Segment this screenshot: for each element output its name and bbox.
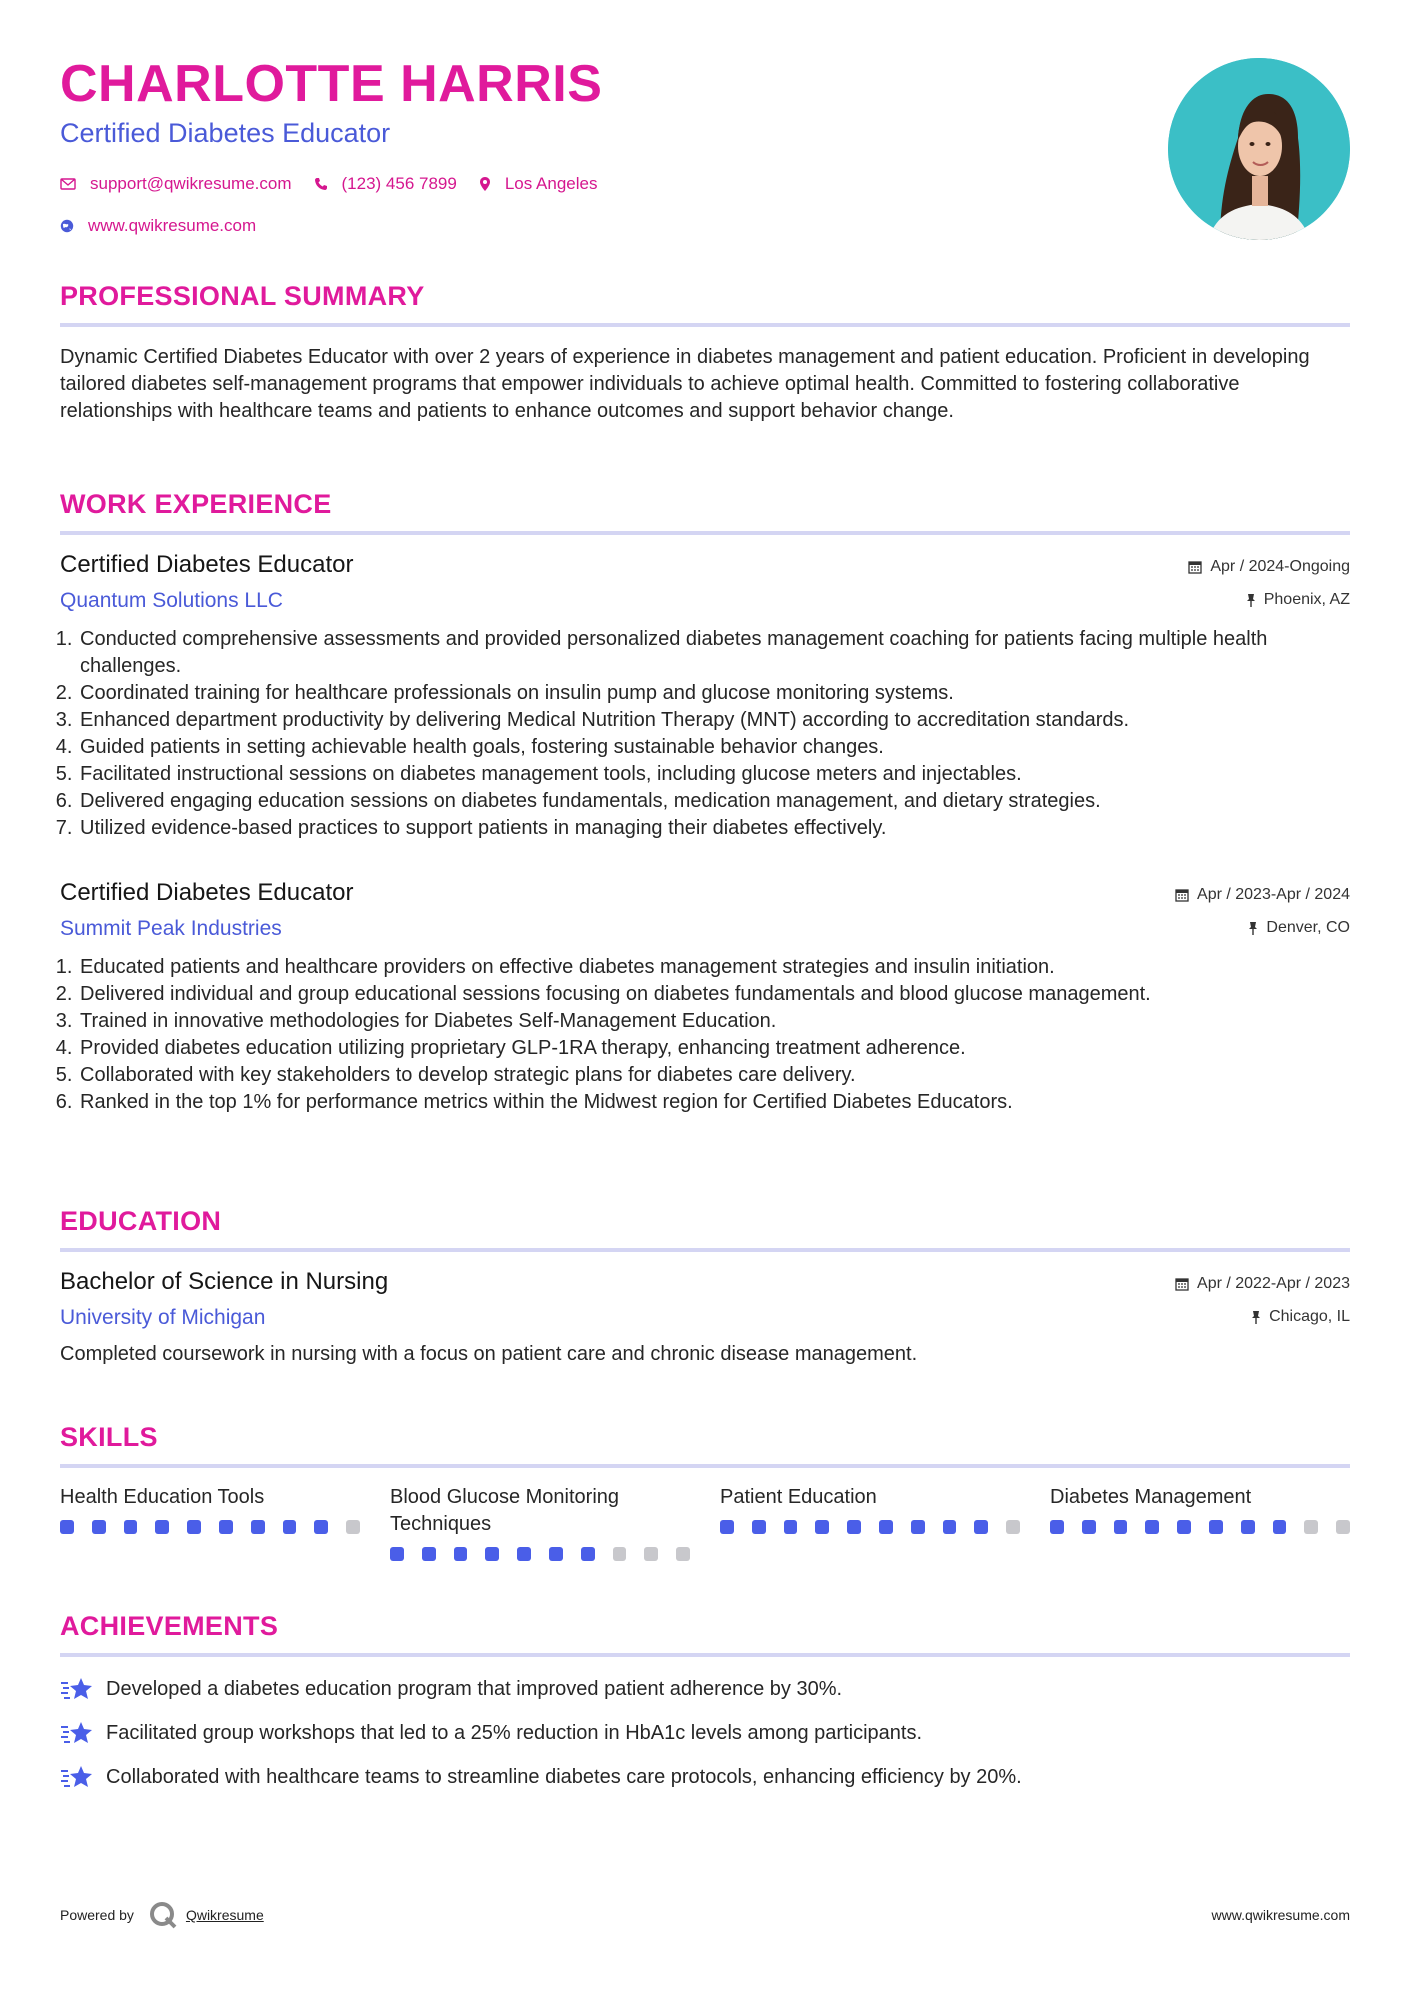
skill-dot-filled	[784, 1520, 798, 1534]
pushpin-icon	[1246, 593, 1256, 607]
achievement-item	[60, 1676, 842, 1702]
candidate-name: CHARLOTTE HARRIS	[60, 55, 603, 113]
job-entry-dates	[1188, 559, 1350, 575]
skill-name: Health Education Tools	[60, 1486, 265, 1508]
job-bullet: 4. Guided patients in setting achievable health goals, fostering sustainable behavior changes.	[78, 734, 1350, 761]
achievements-heading: ACHIEVEMENTS	[60, 1611, 279, 1641]
phone-icon	[314, 177, 328, 191]
school-name: University of Michigan	[60, 1306, 266, 1329]
achievement-text: Developed a diabetes education program that improved patient adherence by 30%.	[106, 1677, 843, 1700]
skill-dot-filled	[124, 1520, 138, 1534]
star-icon	[60, 1676, 94, 1702]
calendar-icon	[1188, 560, 1202, 574]
skill-dot-filled	[581, 1547, 595, 1561]
skill-dot-filled	[879, 1520, 893, 1534]
job-bullets	[60, 954, 1350, 1116]
section-divider	[60, 323, 1350, 327]
job-entry-title: Certified Diabetes Educator	[60, 551, 354, 578]
achievement-item	[60, 1720, 922, 1746]
job-dates-text: Apr / 2023-Apr / 2024	[1197, 886, 1350, 903]
job-bullet: 2. Coordinated training for healthcare professionals on insulin pump and glucose monitoring systems.	[78, 680, 1350, 707]
job-entry-dates	[1175, 887, 1350, 903]
job-dates-text: Apr / 2024-Ongoing	[1210, 558, 1350, 575]
job-bullets	[60, 626, 1350, 842]
star-icon	[60, 1720, 94, 1746]
skill-dot-filled	[847, 1520, 861, 1534]
achievement-text: Collaborated with healthcare teams to streamline diabetes care protocols, enhancing efficiency by 20%.	[106, 1765, 1022, 1788]
achievement-item	[60, 1764, 1022, 1790]
degree-title: Bachelor of Science in Nursing	[60, 1268, 389, 1295]
skill-dot-filled	[485, 1547, 499, 1561]
section-divider	[60, 1653, 1350, 1657]
achievement-text: Facilitated group workshops that led to a 25% reduction in HbA1c levels among participants.	[106, 1721, 923, 1744]
phone-text: (123) 456 7899	[341, 174, 457, 193]
job-bullet: 4. Provided diabetes education utilizing proprietary GLP-1RA therapy, enhancing treatment adherence.	[78, 1035, 1350, 1062]
skill-dot-filled	[1082, 1520, 1096, 1534]
skill-dot-empty	[346, 1520, 360, 1534]
education-heading: EDUCATION	[60, 1206, 222, 1236]
education-description: Completed coursework in nursing with a focus on patient care and chronic disease management.	[60, 1343, 918, 1365]
job-bullet: 6. Ranked in the top 1% for performance metrics within the Midwest region for Certified Diabetes Educators.	[78, 1089, 1350, 1116]
skill-dot-filled	[720, 1520, 734, 1534]
skill-dot-filled	[314, 1520, 328, 1534]
section-divider	[60, 1248, 1350, 1252]
pushpin-icon	[1251, 1310, 1261, 1324]
section-divider	[60, 531, 1350, 535]
skill-dot-filled	[1209, 1520, 1223, 1534]
contact-row	[60, 174, 619, 194]
skill-dot-filled	[454, 1547, 468, 1561]
job-bullet: 7. Utilized evidence-based practices to support patients in managing their diabetes effectively.	[78, 815, 1350, 842]
footer-url[interactable]: www.qwikresume.com	[1211, 1907, 1350, 1923]
education-location-text: Chicago, IL	[1269, 1308, 1350, 1325]
skill-item	[390, 1484, 690, 1561]
skill-dot-filled	[422, 1547, 436, 1561]
job-bullet: 6. Delivered engaging education sessions on diabetes fundamentals, medication management, and dietary strategies.	[78, 788, 1350, 815]
globe-icon	[60, 219, 74, 233]
contact-location	[479, 174, 598, 194]
skill-rating	[1050, 1520, 1350, 1534]
skill-rating	[60, 1520, 360, 1534]
skill-dot-empty	[1304, 1520, 1318, 1534]
skill-dot-filled	[155, 1520, 169, 1534]
skill-dot-filled	[943, 1520, 957, 1534]
job-bullet: 1. Conducted comprehensive assessments and provided personalized diabetes management coaching for patients facing multiple health challenges.	[78, 626, 1350, 680]
skill-dot-empty	[613, 1547, 627, 1561]
job-location-text: Phoenix, AZ	[1263, 591, 1350, 608]
contact-row-website	[60, 216, 278, 236]
skill-dot-filled	[549, 1547, 563, 1561]
skill-item	[720, 1484, 1020, 1534]
website-text: www.qwikresume.com	[88, 216, 257, 235]
job-location-text: Denver, CO	[1266, 919, 1350, 936]
section-divider	[60, 1464, 1350, 1468]
skill-dot-filled	[1114, 1520, 1128, 1534]
skill-name: Diabetes Management	[1050, 1486, 1252, 1508]
skill-dot-filled	[911, 1520, 925, 1534]
calendar-icon	[1175, 1277, 1189, 1291]
skill-dot-filled	[752, 1520, 766, 1534]
skill-dot-filled	[974, 1520, 988, 1534]
skill-dot-empty	[676, 1547, 690, 1561]
skill-dot-filled	[283, 1520, 297, 1534]
brand-link[interactable]: Qwikresume	[185, 1907, 264, 1923]
contact-website[interactable]	[60, 216, 256, 236]
experience-section-header	[60, 491, 1350, 518]
skill-dot-filled	[1050, 1520, 1064, 1534]
skill-dot-filled	[1273, 1520, 1287, 1534]
job-title: Certified Diabetes Educator	[60, 118, 391, 148]
skill-dot-filled	[815, 1520, 829, 1534]
achievements-section-header	[60, 1613, 1350, 1640]
job-bullet: 1. Educated patients and healthcare providers on effective diabetes management strategies and insulin initiation.	[78, 954, 1350, 981]
job-bullet: 5. Facilitated instructional sessions on diabetes management tools, including glucose meters and injectables.	[78, 761, 1350, 788]
skill-name: Patient Education	[720, 1486, 877, 1508]
profile-photo	[1168, 58, 1350, 240]
skill-dot-empty	[1336, 1520, 1350, 1534]
star-icon	[60, 1764, 94, 1790]
summary-heading: PROFESSIONAL SUMMARY	[60, 281, 425, 311]
skill-rating	[720, 1520, 1020, 1534]
skill-rating	[390, 1547, 690, 1561]
skill-dot-filled	[187, 1520, 201, 1534]
education-section-header	[60, 1208, 1350, 1235]
job-bullet: 3. Trained in innovative methodologies for Diabetes Self-Management Education.	[78, 1008, 1350, 1035]
envelope-icon	[60, 178, 76, 190]
education-dates	[1175, 1276, 1350, 1292]
job-entry-company: Quantum Solutions LLC	[60, 589, 283, 612]
skill-dot-filled	[219, 1520, 233, 1534]
job-entry-company: Summit Peak Industries	[60, 917, 282, 940]
skill-name: Blood Glucose Monitoring Techniques	[390, 1486, 620, 1535]
skill-item	[60, 1484, 360, 1534]
experience-heading: WORK EXPERIENCE	[60, 489, 332, 519]
skill-dot-filled	[390, 1547, 404, 1561]
skill-dot-filled	[60, 1520, 74, 1534]
job-entry-location	[1246, 592, 1350, 608]
skill-item	[1050, 1484, 1350, 1534]
education-location	[1251, 1309, 1350, 1325]
contact-email[interactable]	[60, 174, 292, 194]
location-text: Los Angeles	[504, 174, 598, 193]
job-entry-location	[1248, 920, 1350, 936]
skill-dot-empty	[644, 1547, 658, 1561]
qwikresume-logo-icon	[148, 1900, 178, 1930]
education-dates-text: Apr / 2022-Apr / 2023	[1197, 1275, 1350, 1292]
powered-by-label: Powered by	[60, 1907, 134, 1923]
pushpin-icon	[1248, 921, 1258, 935]
skill-dot-filled	[1241, 1520, 1255, 1534]
map-pin-icon	[479, 176, 491, 192]
job-entry-title: Certified Diabetes Educator	[60, 879, 354, 906]
footer-powered-by	[60, 1900, 264, 1930]
calendar-icon	[1175, 888, 1189, 902]
job-bullet: 5. Collaborated with key stakeholders to develop strategic plans for diabetes care delivery.	[78, 1062, 1350, 1089]
skills-section-header	[60, 1424, 1350, 1451]
summary-text: Dynamic Certified Diabetes Educator with over 2 years of experience in diabetes management and patient education. Proficient in developing tailored diabetes self-management programs that empower individuals to achieve optimal health. Committed to fostering collaborative relationships with healthcare teams and patients to enhance outcomes and support behavior change.	[60, 346, 1310, 422]
skills-heading: SKILLS	[60, 1422, 158, 1452]
contact-phone[interactable]	[314, 174, 457, 194]
skill-dot-filled	[92, 1520, 106, 1534]
skill-dot-empty	[1006, 1520, 1020, 1534]
skill-dot-filled	[251, 1520, 265, 1534]
email-text: support@qwikresume.com	[90, 174, 292, 193]
job-bullet: 2. Delivered individual and group educational sessions focusing on diabetes fundamentals and blood glucose management.	[78, 981, 1350, 1008]
resume-page	[60, 0, 1350, 1990]
skill-dot-filled	[1177, 1520, 1191, 1534]
job-bullet: 3. Enhanced department productivity by delivering Medical Nutrition Therapy (MNT) according to accreditation standards.	[78, 707, 1350, 734]
skill-dot-filled	[1145, 1520, 1159, 1534]
skill-dot-filled	[517, 1547, 531, 1561]
summary-section-header	[60, 283, 1350, 310]
